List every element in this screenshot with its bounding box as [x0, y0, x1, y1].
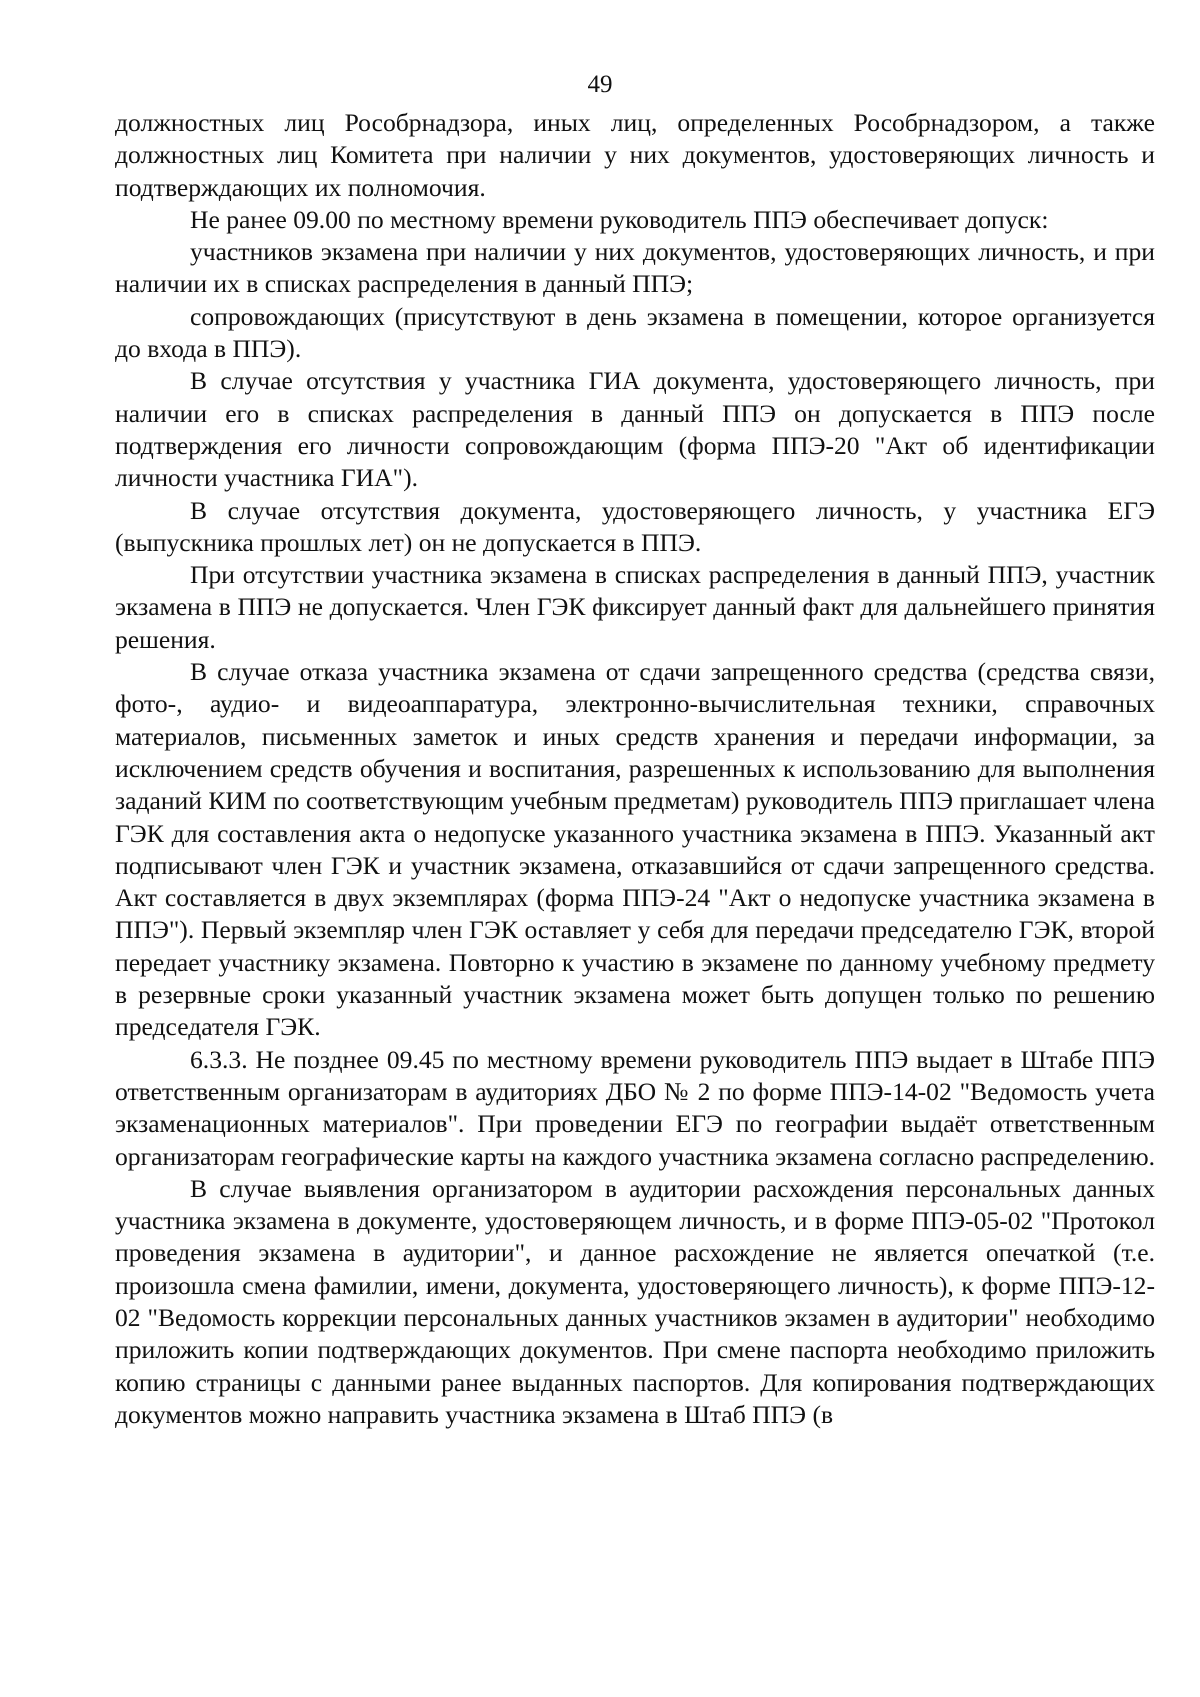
paragraph: 6.3.3. Не позднее 09.45 по местному времени руководитель ППЭ выдает в Штабе ППЭ ответственным организаторам в аудиториях ДБО № 2 по форме ППЭ-14-02 "Ведомость учета экзаменационных материалов". При проведении ЕГЭ по географии выдаёт ответственным организаторам географические карты на каждого участника экзамена согласно распределению. [115, 1044, 1156, 1171]
paragraph: В случае отсутствия документа, удостоверяющего личность, у участника ЕГЭ (выпускника прошлых лет) он не допускается в ППЭ. [115, 495, 1155, 557]
paragraph: В случае отказа участника экзамена от сдачи запрещенного средства (средства связи, фото-, аудио- и видеоаппаратура, электронно-вычислительная техники, справочных материалов, письменных заметок и иных средств хранения и передачи информации, за исключением средств обучения и воспитания, разрешенных к использованию для выполнения заданий КИМ по соответствующим учебным предметам) руководитель ППЭ приглашает члена ГЭК для составления акта о недопуске указанного участника экзамена в ППЭ. Указанный акт подписывают член ГЭК и участник экзамена, отказавшийся от сдачи запрещенного средства. Акт составляется в двух экземплярах (форма ППЭ-24 "Акт о недопуске участника экзамена в ППЭ"). Первый экземпляр член ГЭК оставляет у себя для передачи председателю ГЭК, второй передает участнику экзамена. Повторно к участию в экзамене по данному учебному предмету в резервные сроки указанный участник экзамена может быть допущен только по решению председателя ГЭК. [115, 657, 1155, 1042]
paragraph: сопровождающих (присутствуют в день экзамена в помещении, которое организуется до входа в ППЭ). [115, 301, 1155, 364]
paragraph: В случае отсутствия у участника ГИА документа, удостоверяющего личность, при наличии его в списках распределения в данный ППЭ он допускается в ППЭ после подтверждения его личности сопровождающим (форма ППЭ-20 "Акт об идентификации личности участника ГИА"). [115, 366, 1155, 493]
paragraph: При отсутствии участника экзамена в списках распределения в данный ППЭ, участник экзамена в ППЭ не допускается. Член ГЭК фиксирует данный факт для дальнейшего принятия решения. [115, 560, 1155, 654]
paragraph: Не ранее 09.00 по местному времени руководитель ППЭ обеспечивает допуск: [190, 204, 1049, 234]
paragraph: должностных лиц Рособрнадзора, иных лиц, определенных Рособрнадзором, а также должностных лиц Комитета при наличии у них документов, удостоверяющих личность и подтверждающих их полномочия. [115, 108, 1155, 202]
document-body [115, 107, 1155, 1431]
page-number: 49 [587, 71, 613, 98]
paragraph: участников экзамена при наличии у них документов, удостоверяющих личность, и при наличии их в списках распределения в данный ППЭ; [115, 237, 1155, 299]
paragraph: В случае выявления организатором в аудитории расхождения персональных данных участника экзамена в документе, удостоверяющем личность, и в форме ППЭ-05-02 "Протокол проведения экзамена в аудитории", и данное расхождение не является опечаткой (т.е. произошла смена фамилии, имени, документа, удостоверяющего личность), к форме ППЭ-12-02 "Ведомость коррекции персональных данных участников экзамен в аудитории" необходимо приложить копии подтверждающих документов. При смене паспорта необходимо приложить копию страницы с данными ранее выданных паспортов. Для копирования подтверждающих документов можно направить участника экзамена в Штаб ППЭ (в [115, 1173, 1155, 1429]
